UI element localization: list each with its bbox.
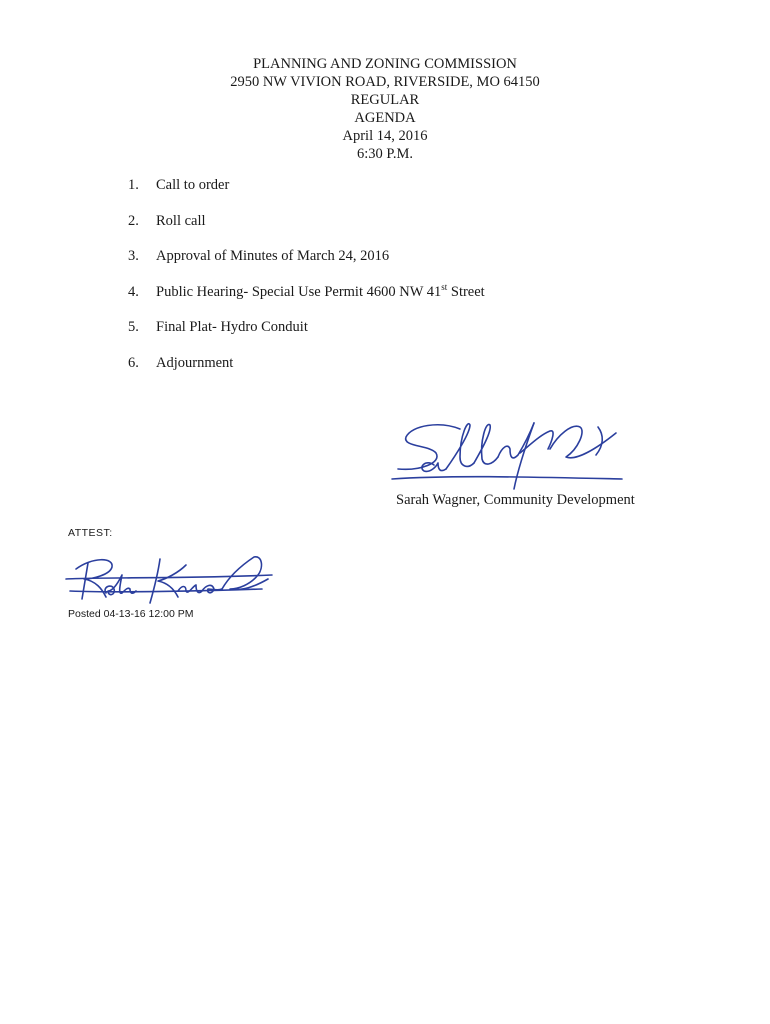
item-text (156, 281, 485, 301)
item-number: 2. (128, 212, 139, 229)
item-text: Adjournment (156, 354, 234, 371)
agenda-item (128, 177, 485, 213)
agenda-item (128, 213, 485, 249)
commission-address: 2950 NW VIVION ROAD, RIVERSIDE, MO 64150 (230, 74, 540, 90)
item-number: 6. (128, 354, 139, 371)
item-text: Final Plat- Hydro Conduit (156, 319, 308, 335)
ordinal-suffix: st (441, 281, 448, 292)
meeting-type: REGULAR (350, 92, 420, 108)
item-number: 1. (128, 177, 139, 193)
item-text: Approval of Minutes of March 24, 2016 (156, 248, 390, 264)
item-text: Call to order (156, 177, 230, 193)
agenda-item (128, 319, 485, 355)
attest-label: ATTEST: (68, 527, 113, 539)
agenda-item (128, 248, 485, 284)
meeting-date: April 14, 2016 (342, 128, 428, 144)
item-number: 3. (128, 248, 139, 264)
item-number: 4. (128, 283, 139, 300)
agenda-list (128, 177, 485, 390)
agenda-header (0, 55, 770, 163)
document-title: AGENDA (354, 110, 416, 126)
item-text-after: Street (447, 283, 485, 300)
signer-name-title: Sarah Wagner, Community Development (396, 492, 635, 508)
item-number: 5. (128, 319, 139, 335)
meeting-time: 6:30 P.M. (356, 146, 413, 162)
agenda-item (128, 355, 485, 391)
item-text: Roll call (156, 212, 206, 229)
wagner-signature (390, 405, 650, 495)
kincaid-signature (62, 545, 277, 611)
commission-title: PLANNING AND ZONING COMMISSION (253, 56, 517, 72)
posted-timestamp: Posted 04-13-16 12:00 PM (68, 608, 194, 620)
agenda-item (128, 281, 485, 320)
item-text-main: Public Hearing- Special Use Permit 4600 NW 41 (156, 283, 442, 300)
